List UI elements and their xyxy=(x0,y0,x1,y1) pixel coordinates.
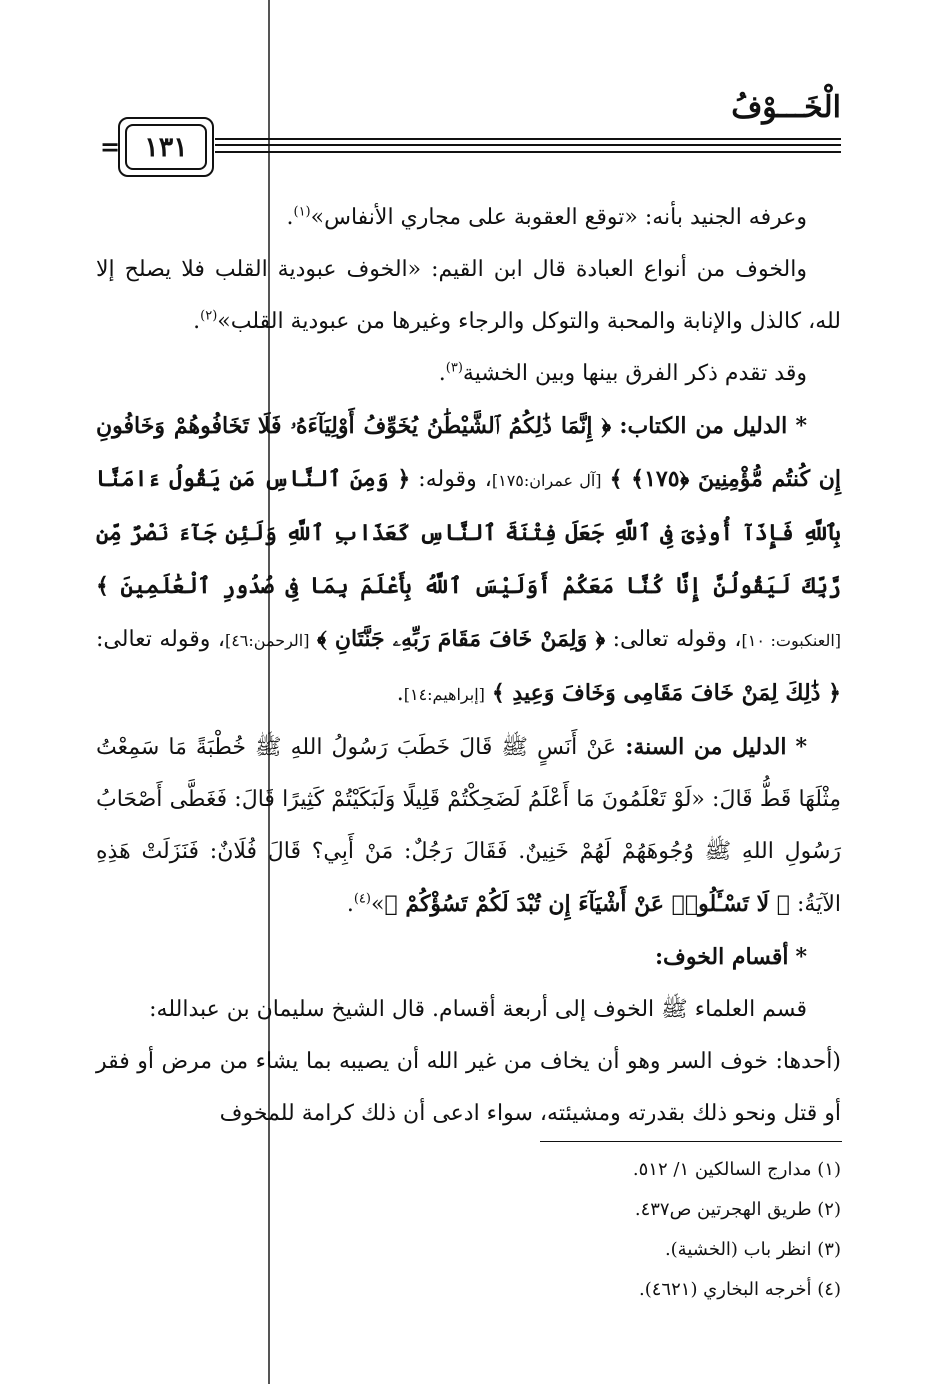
bullet-star: * xyxy=(795,734,808,760)
footnotes xyxy=(96,1150,841,1310)
paragraph-quran-evidence: * الدليل من الكتاب: ﴿ إِنَّمَا ذَٰلِكُمُ ٱلشَّيْطَٰنُ يُخَوِّفُ أَوْلِيَآءَهُۥ فَلَا تَخَافُوهُمْ وَخَافُونِ إِن كُنتُم مُّؤْمِنِينَ ﴿١٧٥﴾ ﴾ [آل عمران:١٧٥]، وقوله: ﴿ وَمِنَ ٱلنَّاسِ مَن يَقُولُ ءَامَنَّا بِٱللَّهِ فَإِذَآ أُوذِىَ فِى ٱللَّهِ جَعَلَ فِتْنَةَ ٱلنَّاسِ كَعَذَابِ ٱللَّهِ وَلَئِن جَآءَ نَصْرٌ مِّن رَّبِّكَ لَيَقُولُنَّ إِنَّا كُنَّا مَعَكُمْ أَوَلَيْسَ ٱللَّهُ بِأَعْلَمَ بِمَا فِى صُدُورِ ٱلْعَٰلَمِينَ ﴾ [العنكبوت: ١٠]، وقوله تعالى: ﴿ وَلِمَنْ خَافَ مَقَامَ رَبِّهِۦ جَنَّتَانِ ﴾ [الرحمن:٤٦]، وقوله تعالى: ﴿ ذَٰلِكَ لِمَنْ خَافَ مَقَامِى وَخَافَ وَعِيدِ ﴾ [إبراهيم:١٤]. xyxy=(96,413,842,706)
verse-source: [آل عمران:١٧٥] xyxy=(491,471,602,490)
footnote: (٤) أخرجه البخاري (٤٦٢١). xyxy=(639,1279,841,1300)
footnote: (٢) طريق الهجرتين ص٤٣٧. xyxy=(634,1199,841,1220)
footnote-ref: (٣) xyxy=(445,360,463,376)
footnote-ref: (٢) xyxy=(200,308,218,324)
paragraph-first-type: (أحدها: خوف السر وهو أن يخاف من غير الله أن يصيبه بما يشاء من مرض أو فقر أو قتل ونحو ذلك بقدرته ومشيئته، سواء ادعى أن ذلك كرامة للمخوف xyxy=(96,1049,841,1126)
section-heading: الدليل من الكتاب: xyxy=(619,413,788,439)
verse-source: [الرحمن:٤٦] xyxy=(224,631,310,650)
page-number-frame xyxy=(118,117,214,177)
paragraph-khashya: وقد تقدم ذكر الفرق بينها وبين الخشية$^{(٣)}$. xyxy=(438,360,807,386)
header-rule xyxy=(215,151,841,153)
header-rule xyxy=(215,138,841,140)
chapter-title: الْخَـــوْفُ xyxy=(731,90,841,125)
page-header xyxy=(0,0,937,190)
quran-verse: ﴿ وَمِنَ ٱلنَّاسِ مَن يَقُولُ ءَامَنَّا بِٱللَّهِ فَإِذَآ أُوذِىَ فِى ٱللَّهِ جَعَلَ فِتْنَةَ ٱلنَّاسِ كَعَذَابِ ٱللَّهِ وَلَئِن جَآءَ نَصْرٌ مِّن رَّبِّكَ لَيَقُولُنَّ إِنَّا كُنَّا مَعَكُمْ أَوَلَيْسَ ٱللَّهُ بِأَعْلَمَ بِمَا فِى صُدُورِ ٱلْعَٰلَمِينَ ﴾ xyxy=(96,466,841,599)
footnote-ref: (١) xyxy=(293,204,311,220)
paragraph-sunnah-evidence: * الدليل من السنة: عَنْ أَنَسٍ ﷺ قَالَ خَطَبَ رَسُولُ اللهِ ﷺ خُطْبَةً مَا سَمِعْتُ مِثْلَهَا قَطُّ قَالَ: «لَوْ تَعْلَمُونَ مَا أَعْلَمُ لَضَحِكْتُمْ قَلِيلًا وَلَبَكَيْتُمْ كَثِيرًا قَالَ: فَغَطَّى أَصْحَابُ رَسُولِ اللهِ ﷺ وُجُوهَهُمْ لَهُمْ خَنِينٌ. فَقَالَ رَجُلٌ: مَنْ أَبِي؟ قَالَ فُلَانٌ: فَنَزَلَتْ هَذِهِ الآيَةُ: ﴿ لَا تَسْـَٔلُوا۟ عَنْ أَشْيَآءَ إِن تُبْدَ لَكُمْ تَسُؤْكُمْ ﴾»$^{(٤)}$. xyxy=(96,734,841,917)
paragraph-four-types: قسم العلماء ﷺ الخوف إلى أربعة أقسام. قال الشيخ سليمان بن عبدالله: xyxy=(149,997,807,1022)
hadith-text: عَنْ أَنَسٍ ﷺ قَالَ خَطَبَ رَسُولُ اللهِ ﷺ خُطْبَةً مَا سَمِعْتُ مِثْلَهَا قَطُّ قَالَ: «لَوْ تَعْلَمُونَ مَا أَعْلَمُ لَضَحِكْتُمْ قَلِيلًا وَلَبَكَيْتُمْ كَثِيرًا قَالَ: فَغَطَّى أَصْحَابُ رَسُولِ اللهِ ﷺ وُجُوهَهُمْ لَهُمْ خَنِينٌ. فَقَالَ رَجُلٌ: مَنْ أَبِي؟ قَالَ فُلَانٌ: فَنَزَلَتْ هَذِهِ الآيَةُ: xyxy=(96,735,841,917)
verse-source: [إبراهيم:١٤] xyxy=(403,685,485,704)
bullet-star: * xyxy=(795,413,808,439)
paragraph-junayd-definition: وعرفه الجنيد بأنه: «توقع العقوبة على مجاري الأنفاس»$^{(١)}$. xyxy=(286,204,807,230)
verse-source: [العنكبوت: ١٠] xyxy=(741,631,842,650)
page-body xyxy=(96,192,841,1140)
quran-verse: ﴿ ذَٰلِكَ لِمَنْ خَافَ مَقَامِى وَخَافَ وَعِيدِ ﴾ xyxy=(491,680,841,706)
footnote: (١) مدارج السالكين ١/ ٥١٢. xyxy=(632,1159,841,1180)
quran-verse: ﴿ وَلِمَنْ خَافَ مَقَامَ رَبِّهِۦ جَنَّتَانِ ﴾ xyxy=(316,626,606,652)
quran-verse: ﴿ لَا تَسْـَٔلُوا۟ عَنْ أَشْيَآءَ إِن تُبْدَ لَكُمْ تَسُؤْكُمْ ﴾ xyxy=(384,891,790,917)
header-rule xyxy=(215,144,841,146)
quran-verse: ﴿ إِنَّمَا ذَٰلِكُمُ ٱلشَّيْطَٰنُ يُخَوِّفُ أَوْلِيَآءَهُۥ فَلَا تَخَافُوهُمْ وَخَافُونِ إِن كُنتُم مُّؤْمِنِينَ ﴿١٧٥﴾ ﴾ xyxy=(96,413,842,492)
page-number: ١٣١ xyxy=(125,124,207,170)
paragraph-types-heading xyxy=(96,931,841,984)
section-heading: أقسام الخوف: xyxy=(654,944,789,970)
section-heading: الدليل من السنة: xyxy=(625,734,787,760)
page-number-ornament: = xyxy=(100,132,121,161)
footnote-ref: (٤) xyxy=(353,891,371,907)
bullet-star: * xyxy=(795,944,807,970)
footnote-separator xyxy=(540,1141,842,1142)
footnote: (٣) انظر باب (الخشية). xyxy=(664,1239,841,1260)
paragraph-ibn-qayyim: والخوف من أنواع العبادة قال ابن القيم: «الخوف عبودية القلب فلا يصلح إلا لله، كالذل والإنابة والمحبة والتوكل والرجاء وغيرها من عبودية القلب»$^{(٢)}$. xyxy=(96,257,841,334)
